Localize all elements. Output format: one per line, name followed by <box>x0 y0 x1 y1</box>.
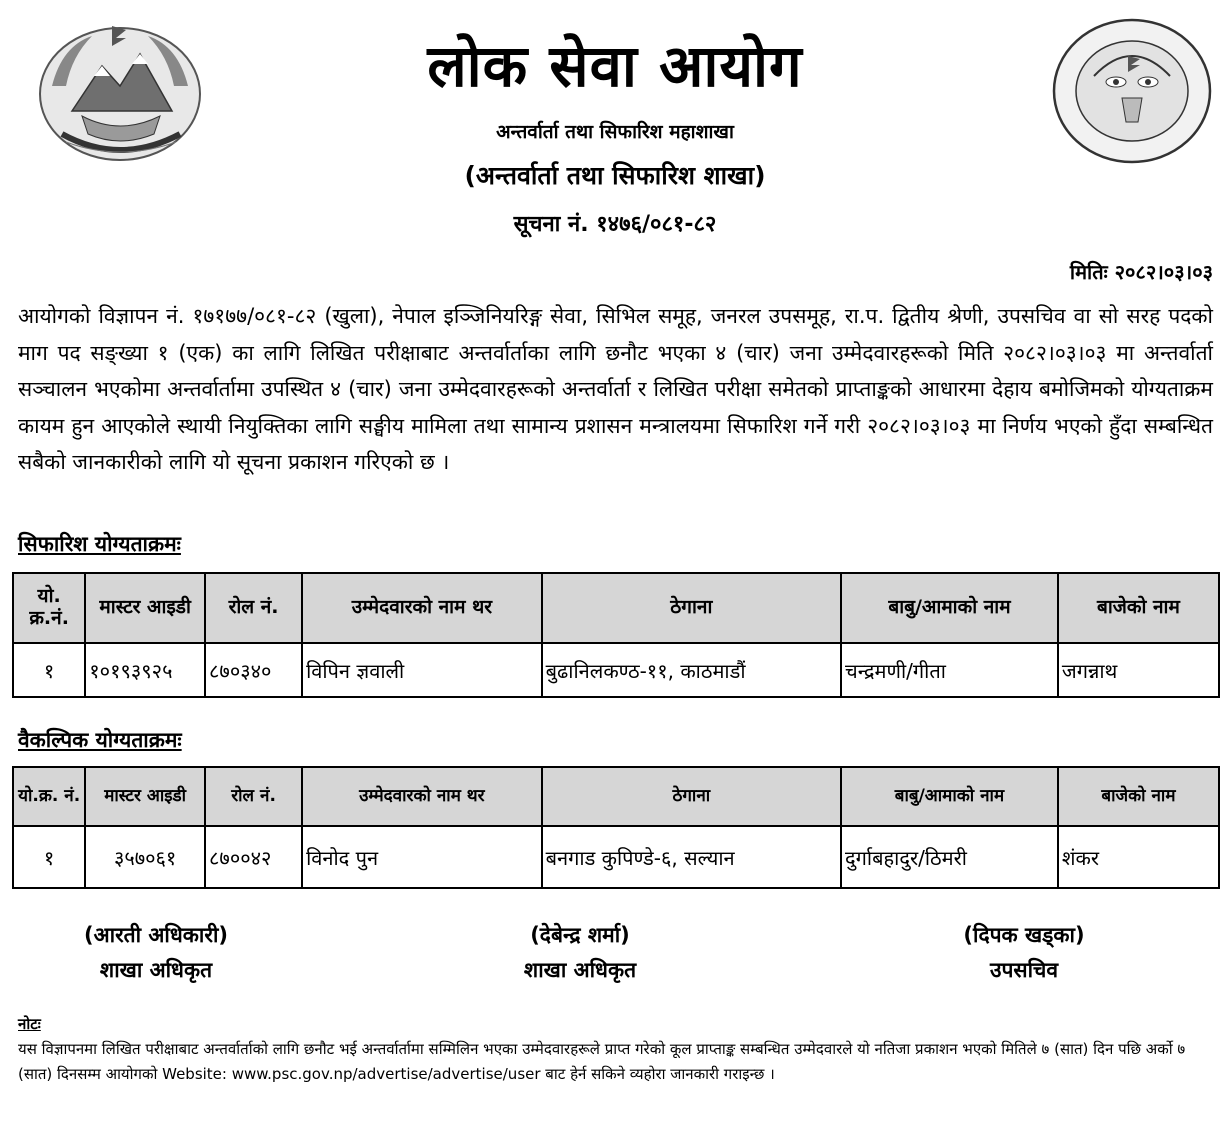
nepal-emblem-icon <box>32 16 208 166</box>
alternate-table <box>12 766 1220 889</box>
psc-seal-icon <box>1050 16 1214 166</box>
alternate-title: वैकल्पिक योग्यताक्रमः <box>18 728 182 752</box>
header-parents: बाबु/आमाको नाम <box>841 573 1058 643</box>
note-title: नोटः <box>18 1015 41 1033</box>
cell-name: विपिन ज्ञवाली <box>302 643 542 697</box>
signatory-name: (आरती अधिकारी) <box>84 923 228 947</box>
note-block <box>18 1012 1213 1087</box>
header-grandfather: बाजेको नाम <box>1058 573 1219 643</box>
header-grandfather: बाजेको नाम <box>1058 767 1219 826</box>
header-master-id: मास्टर आइडी <box>85 573 205 643</box>
signatory-2 <box>430 918 730 988</box>
division-name: अन्तर्वार्ता तथा सिफारिश महाशाखा <box>496 121 734 143</box>
table-header-row <box>13 573 1219 643</box>
page-title: लोक सेवा आयोग <box>427 32 803 100</box>
header-parents: बाबु/आमाको नाम <box>841 767 1058 826</box>
table-row <box>13 643 1219 697</box>
signatory-1 <box>6 918 306 988</box>
cell-sn: १ <box>13 643 85 697</box>
signatory-name: (दिपक खड्का) <box>963 923 1085 947</box>
cell-master-id: १०१९३९२५ <box>85 643 205 697</box>
cell-grandfather: जगन्नाथ <box>1058 643 1219 697</box>
psc-seal <box>1050 16 1214 166</box>
cell-parents: दुर्गाबहादुर/ठिमरी <box>841 826 1058 888</box>
notice-number: सूचना नं. १४७६/०८१-८२ <box>513 212 717 237</box>
header-sn: यो. क्र.नं. <box>13 573 85 643</box>
signatory-designation: उपसचिव <box>989 958 1059 982</box>
header-name: उम्मेदवारको नाम थर <box>302 573 542 643</box>
notice-date: मितिः २०८२।०३।०३ <box>1069 260 1213 284</box>
header-sn: यो.क्र. नं. <box>13 767 85 826</box>
header-name: उम्मेदवारको नाम थर <box>302 767 542 826</box>
cell-name: विनोद पुन <box>302 826 542 888</box>
note-text: यस विज्ञापनमा लिखित परीक्षाबाट अन्तर्वार्ताको लागि छनौट भई अन्तर्वार्तामा सम्मिलिन भएका उम्मेदवारहरूले प्राप्त गरेको कूल प्राप्ताङ्क सम्बन्धित उम्मेदवारले यो नतिजा प्रकाशन भएको मितिले ७ (सात) दिन पछि अर्को ७ (सात) दिनसम्म आयोगको Website: www.psc.gov.np/advertise/advertise/user बाट हेर्न सकिने व्यहोरा जानकारी गराइन्छ । <box>18 1040 1186 1083</box>
cell-sn: १ <box>13 826 85 888</box>
signatory-designation: शाखा अधिकृत <box>523 958 637 982</box>
header-roll: रोल नं. <box>205 573 302 643</box>
cell-master-id: ३५७०६१ <box>85 826 205 888</box>
recommended-title: सिफारिश योग्यताक्रमः <box>18 532 181 556</box>
recommended-table <box>12 572 1220 698</box>
cell-parents: चन्द्रमणी/गीता <box>841 643 1058 697</box>
signatory-name: (देबेन्द्र शर्मा) <box>530 923 630 947</box>
signatory-designation: शाखा अधिकृत <box>99 958 213 982</box>
cell-grandfather: शंकर <box>1058 826 1219 888</box>
cell-roll: ८७०३४० <box>205 643 302 697</box>
header-address: ठेगाना <box>542 573 841 643</box>
cell-roll: ८७००४२ <box>205 826 302 888</box>
header-roll: रोल नं. <box>205 767 302 826</box>
notice-body: आयोगको विज्ञापन नं. १७१७७/०८१-८२ (खुला), नेपाल इञ्जिनियरिङ्ग सेवा, सिभिल समूह, जनरल उपसमूह, रा.प. द्वितीय श्रेणी, उपसचिव वा सो सरह पदको माग पद सङ्ख्या १ (एक) का लागि लिखित परीक्षाबाट अन्तर्वार्ताका लागि छनौट भएका ४ (चार) जना उम्मेदवारहरूको मिति २०८२।०३।०३ मा अन्तर्वार्ता सञ्चालन भएकोमा अन्तर्वार्तामा उपस्थित ४ (चार) जना उम्मेदवारहरूको अन्तर्वार्ता र लिखित परीक्षा समेतको प्राप्ताङ्कको आधारमा देहाय बमोजिमको योग्यताक्रम कायम हुन आएकोले स्थायी नियुक्तिका लागि सङ्घीय मामिला तथा सामान्य प्रशासन मन्त्रालयमा सिफारिश गर्ने गरी २०८२।०३।०३ मा निर्णय भएको हुँदा सम्बन्धित सबैको जानकारीको लागि यो सूचना प्रकाशन गरिएको छ । <box>18 304 1213 474</box>
section-name: (अन्तर्वार्ता तथा सिफारिश शाखा) <box>464 161 766 190</box>
header-master-id: मास्टर आइडी <box>85 767 205 826</box>
header-address: ठेगाना <box>542 767 841 826</box>
table-header-row <box>13 767 1219 826</box>
signatory-3 <box>874 918 1174 988</box>
cell-address: बनगाड कुपिण्डे-६, सल्यान <box>542 826 841 888</box>
table-row <box>13 826 1219 888</box>
cell-address: बुढानिलकण्ठ-११, काठमाडौं <box>542 643 841 697</box>
